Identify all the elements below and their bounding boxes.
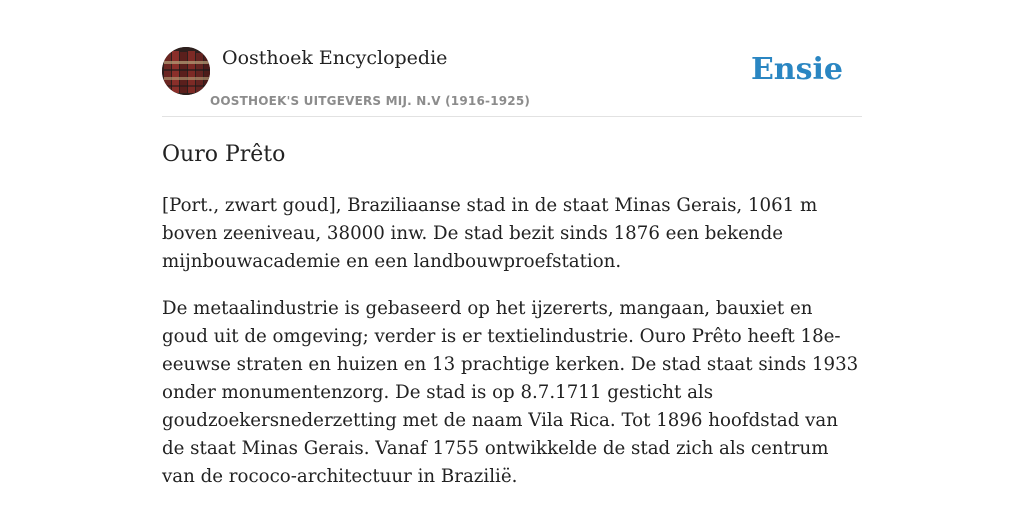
article-paragraph: [Port., zwart goud], Braziliaanse stad in de staat Minas Gerais, 1061 m boven zeeniveau, 38000 inw. De stad bezit sinds 1876 een bekende mijnbouwacademie en een landbouwproefstation. — [162, 195, 818, 272]
source-subtitle: OOSTHOEK'S UITGEVERS MIJ. N.V (1916-1925) — [210, 94, 531, 108]
brand-logo[interactable]: Ensie — [750, 52, 843, 87]
article-paragraph: De metaalindustrie is gebaseerd op het ijzererts, mangaan, bauxiet en goud uit de omgeving; verder is er textielindustrie. Ouro Prêto heeft 18e-eeuwse straten en huizen en 13 prachtige kerken. De stad staat sinds 1933 onder monumentenzorg. De stad is op 8.7.1711 gesticht als goudzoekersnederzetting met de naam Vila Rica. Tot 1896 hoofdstad van de staat Minas Gerais. Vanaf 1755 ontwikkelde de stad zich als centrum van de rococo-architectuur in Brazilië. — [162, 298, 859, 487]
source-avatar[interactable] — [162, 47, 210, 95]
source-header — [162, 46, 862, 117]
article-title: Ouro Prêto — [162, 142, 286, 167]
article-body — [162, 192, 862, 510]
book-spines-icon — [162, 47, 210, 95]
source-title[interactable]: Oosthoek Encyclopedie — [222, 47, 448, 69]
